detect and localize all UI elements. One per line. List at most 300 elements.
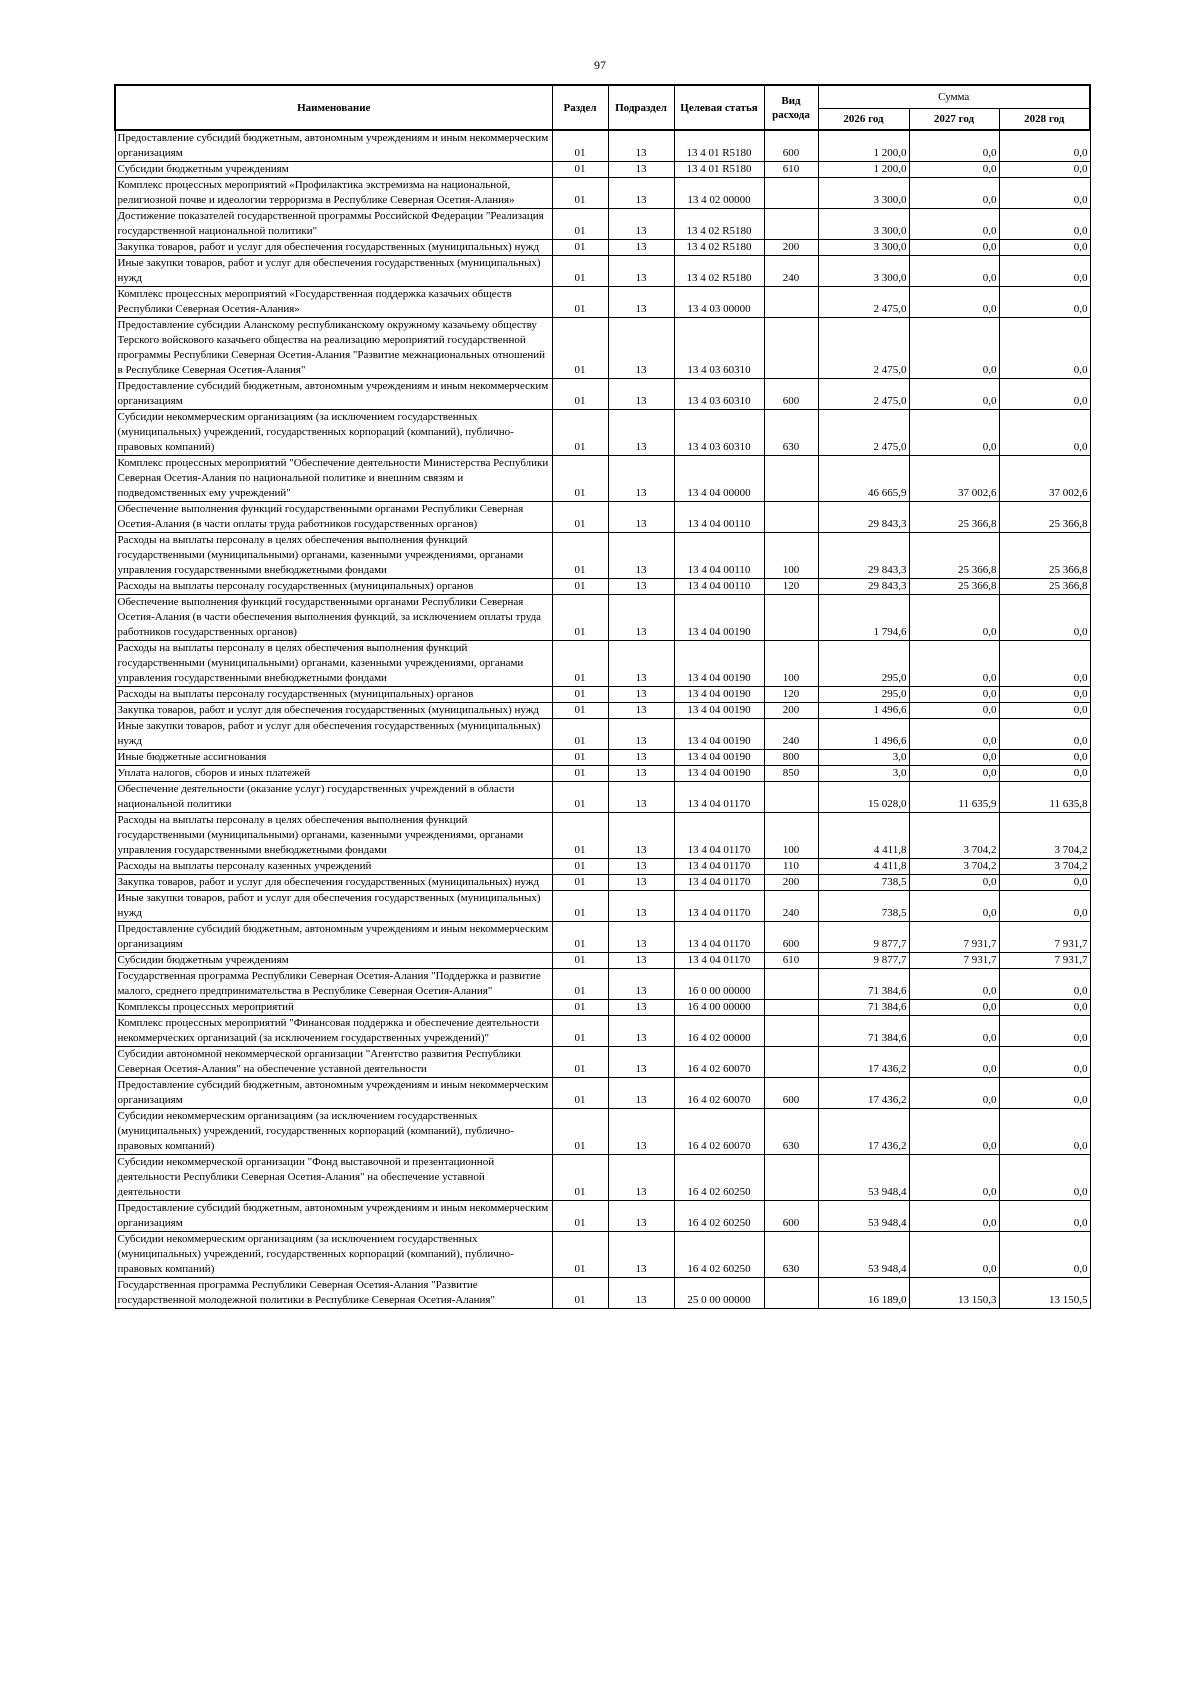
cell-sum-2028: 0,0 [999,1201,1090,1232]
cell-podrazdel: 13 [608,969,674,1000]
cell-sum-2028: 0,0 [999,891,1090,922]
cell-razdel: 01 [552,410,608,456]
table-row [115,287,1090,318]
cell-sum-2027: 0,0 [909,410,999,456]
table-row [115,875,1090,891]
cell-podrazdel: 13 [608,891,674,922]
cell-sum-2027: 0,0 [909,719,999,750]
cell-name: Расходы на выплаты персоналу в целях обеспечения выполнения функций государственными (муниципальными) органами, казенными учреждениями, органами управления государственными внебюджетными фондами [115,533,552,579]
cell-sum-2026: 9 877,7 [818,922,909,953]
cell-podrazdel: 13 [608,178,674,209]
cell-target-article: 16 4 02 60250 [674,1155,764,1201]
table-row [115,533,1090,579]
cell-name: Государственная программа Республики Северная Осетия-Алания "Развитие государственной молодежной политики в Республике Северная Осетия-Алания" [115,1278,552,1309]
cell-sum-2027: 0,0 [909,1232,999,1278]
table-row [115,750,1090,766]
cell-sum-2026: 3,0 [818,766,909,782]
page-number: 97 [594,58,606,72]
cell-target-article: 16 4 02 60070 [674,1109,764,1155]
cell-name: Закупка товаров, работ и услуг для обеспечения государственных (муниципальных) нужд [115,875,552,891]
cell-expense-type: 240 [764,719,818,750]
cell-podrazdel: 13 [608,641,674,687]
cell-razdel: 01 [552,178,608,209]
cell-name: Закупка товаров, работ и услуг для обеспечения государственных (муниципальных) нужд [115,703,552,719]
cell-target-article: 13 4 04 00190 [674,766,764,782]
cell-expense-type: 100 [764,641,818,687]
cell-razdel: 01 [552,1232,608,1278]
cell-sum-2026: 1 200,0 [818,130,909,162]
cell-razdel: 01 [552,859,608,875]
cell-target-article: 13 4 04 01170 [674,891,764,922]
table-row [115,953,1090,969]
cell-sum-2026: 2 475,0 [818,287,909,318]
cell-name: Предоставление субсидий бюджетным, автономным учреждениям и иным некоммерческим организациям [115,1201,552,1232]
cell-target-article: 13 4 04 00190 [674,750,764,766]
cell-expense-type: 630 [764,1109,818,1155]
cell-razdel: 01 [552,1109,608,1155]
cell-razdel: 01 [552,209,608,240]
cell-sum-2027: 25 366,8 [909,502,999,533]
cell-name: Предоставление субсидий бюджетным, автономным учреждениям и иным некоммерческим организациям [115,379,552,410]
cell-sum-2028: 0,0 [999,595,1090,641]
cell-target-article: 13 4 04 01170 [674,953,764,969]
cell-podrazdel: 13 [608,859,674,875]
cell-sum-2026: 29 843,3 [818,502,909,533]
cell-razdel: 01 [552,766,608,782]
table-row [115,178,1090,209]
cell-name: Субсидии бюджетным учреждениям [115,953,552,969]
cell-podrazdel: 13 [608,750,674,766]
cell-expense-type: 200 [764,240,818,256]
cell-podrazdel: 13 [608,595,674,641]
cell-sum-2027: 0,0 [909,703,999,719]
table-row [115,456,1090,502]
cell-razdel: 01 [552,750,608,766]
cell-sum-2028: 7 931,7 [999,922,1090,953]
cell-sum-2026: 2 475,0 [818,318,909,379]
cell-sum-2028: 0,0 [999,687,1090,703]
cell-podrazdel: 13 [608,1078,674,1109]
cell-sum-2026: 53 948,4 [818,1155,909,1201]
cell-razdel: 01 [552,1278,608,1309]
cell-sum-2028: 0,0 [999,209,1090,240]
cell-podrazdel: 13 [608,502,674,533]
cell-sum-2027: 0,0 [909,1155,999,1201]
cell-expense-type [764,1278,818,1309]
cell-sum-2027: 11 635,9 [909,782,999,813]
cell-sum-2028: 0,0 [999,1232,1090,1278]
cell-sum-2028: 0,0 [999,969,1090,1000]
cell-sum-2027: 0,0 [909,750,999,766]
cell-sum-2028: 0,0 [999,641,1090,687]
cell-sum-2027: 3 704,2 [909,813,999,859]
cell-name: Предоставление субсидий бюджетным, автономным учреждениям и иным некоммерческим организациям [115,922,552,953]
cell-sum-2026: 17 436,2 [818,1047,909,1078]
cell-sum-2026: 71 384,6 [818,969,909,1000]
cell-target-article: 13 4 03 60310 [674,379,764,410]
cell-sum-2028: 0,0 [999,287,1090,318]
cell-expense-type: 110 [764,859,818,875]
table-row [115,240,1090,256]
cell-sum-2026: 3,0 [818,750,909,766]
table-header [115,85,1090,130]
cell-sum-2026: 71 384,6 [818,1016,909,1047]
header-podrazdel: Подраздел [608,85,674,130]
cell-sum-2026: 17 436,2 [818,1109,909,1155]
cell-sum-2028: 0,0 [999,1016,1090,1047]
cell-target-article: 13 4 02 R5180 [674,256,764,287]
cell-sum-2028: 0,0 [999,1078,1090,1109]
cell-razdel: 01 [552,456,608,502]
cell-sum-2027: 0,0 [909,875,999,891]
table-row [115,641,1090,687]
cell-razdel: 01 [552,595,608,641]
cell-expense-type: 120 [764,687,818,703]
cell-podrazdel: 13 [608,209,674,240]
cell-podrazdel: 13 [608,1278,674,1309]
table-row [115,859,1090,875]
cell-podrazdel: 13 [608,579,674,595]
cell-sum-2028: 0,0 [999,162,1090,178]
cell-sum-2027: 0,0 [909,1000,999,1016]
cell-target-article: 16 4 02 60070 [674,1047,764,1078]
cell-target-article: 16 4 02 00000 [674,1016,764,1047]
cell-razdel: 01 [552,875,608,891]
cell-sum-2027: 13 150,3 [909,1278,999,1309]
cell-expense-type: 610 [764,162,818,178]
cell-name: Комплексы процессных мероприятий [115,1000,552,1016]
cell-razdel: 01 [552,318,608,379]
cell-podrazdel: 13 [608,256,674,287]
cell-podrazdel: 13 [608,240,674,256]
cell-expense-type: 240 [764,891,818,922]
cell-podrazdel: 13 [608,875,674,891]
cell-podrazdel: 13 [608,1232,674,1278]
cell-sum-2026: 1 200,0 [818,162,909,178]
cell-razdel: 01 [552,719,608,750]
cell-expense-type [764,969,818,1000]
cell-podrazdel: 13 [608,1109,674,1155]
cell-target-article: 13 4 01 R5180 [674,130,764,162]
cell-sum-2026: 9 877,7 [818,953,909,969]
cell-target-article: 13 4 04 00000 [674,456,764,502]
cell-sum-2027: 0,0 [909,162,999,178]
cell-expense-type: 630 [764,1232,818,1278]
cell-target-article: 13 4 02 00000 [674,178,764,209]
cell-sum-2026: 29 843,3 [818,533,909,579]
cell-sum-2027: 3 704,2 [909,859,999,875]
cell-name: Уплата налогов, сборов и иных платежей [115,766,552,782]
cell-podrazdel: 13 [608,318,674,379]
cell-expense-type: 600 [764,1201,818,1232]
cell-podrazdel: 13 [608,922,674,953]
cell-name: Субсидии бюджетным учреждениям [115,162,552,178]
cell-expense-type: 800 [764,750,818,766]
cell-name: Предоставление субсидии Аланскому республиканскому окружному казачьему обществу Терского войскового казачьего общества на реализацию мероприятий государственной программы Республики Северная Осетия-Алания "Развитие межнациональных отношений в Республике Северная Осетия-Алания" [115,318,552,379]
cell-sum-2027: 0,0 [909,130,999,162]
cell-sum-2026: 295,0 [818,641,909,687]
cell-sum-2027: 0,0 [909,178,999,209]
table-row [115,766,1090,782]
cell-sum-2026: 4 411,8 [818,813,909,859]
cell-name: Субсидии некоммерческим организациям (за исключением государственных (муниципальных) учреждений, государственных корпораций (компаний), публично-правовых компаний) [115,1109,552,1155]
cell-sum-2027: 0,0 [909,1201,999,1232]
cell-expense-type [764,178,818,209]
cell-podrazdel: 13 [608,1016,674,1047]
cell-razdel: 01 [552,1047,608,1078]
cell-razdel: 01 [552,1016,608,1047]
cell-name: Иные бюджетные ассигнования [115,750,552,766]
cell-name: Комплекс процессных мероприятий "Финансовая поддержка и обеспечение деятельности некоммерческих организаций (за исключением государственных учреждений)" [115,1016,552,1047]
cell-sum-2026: 46 665,9 [818,456,909,502]
cell-podrazdel: 13 [608,766,674,782]
table-row [115,1155,1090,1201]
cell-sum-2026: 1 496,6 [818,703,909,719]
table-row [115,130,1090,162]
cell-sum-2027: 0,0 [909,595,999,641]
cell-sum-2028: 0,0 [999,410,1090,456]
table-row [115,1278,1090,1309]
header-year-2027: 2027 год [909,109,999,131]
cell-expense-type: 600 [764,1078,818,1109]
cell-name: Расходы на выплаты персоналу в целях обеспечения выполнения функций государственными (муниципальными) органами, казенными учреждениями, органами управления государственными внебюджетными фондами [115,813,552,859]
cell-sum-2028: 7 931,7 [999,953,1090,969]
cell-expense-type [764,1155,818,1201]
table-row [115,410,1090,456]
table-row [115,256,1090,287]
cell-sum-2026: 1 496,6 [818,719,909,750]
header-target-article: Целевая статья [674,85,764,130]
cell-name: Закупка товаров, работ и услуг для обеспечения государственных (муниципальных) нужд [115,240,552,256]
table-row [115,162,1090,178]
cell-target-article: 16 4 02 60250 [674,1201,764,1232]
cell-sum-2028: 37 002,6 [999,456,1090,502]
cell-sum-2027: 0,0 [909,891,999,922]
cell-name: Достижение показателей государственной программы Российской Федерации "Реализация государственной национальной политики" [115,209,552,240]
cell-expense-type: 610 [764,953,818,969]
cell-target-article: 13 4 04 01170 [674,813,764,859]
cell-sum-2027: 0,0 [909,209,999,240]
cell-sum-2028: 25 366,8 [999,533,1090,579]
cell-name: Предоставление субсидий бюджетным, автономным учреждениям и иным некоммерческим организациям [115,1078,552,1109]
cell-sum-2026: 15 028,0 [818,782,909,813]
cell-sum-2028: 0,0 [999,1047,1090,1078]
cell-podrazdel: 13 [608,1000,674,1016]
cell-name: Иные закупки товаров, работ и услуг для обеспечения государственных (муниципальных) нужд [115,891,552,922]
cell-podrazdel: 13 [608,1155,674,1201]
cell-razdel: 01 [552,130,608,162]
table-row [115,379,1090,410]
cell-podrazdel: 13 [608,379,674,410]
cell-razdel: 01 [552,240,608,256]
cell-name: Иные закупки товаров, работ и услуг для обеспечения государственных (муниципальных) нужд [115,256,552,287]
cell-sum-2027: 0,0 [909,1078,999,1109]
cell-razdel: 01 [552,1201,608,1232]
cell-sum-2028: 0,0 [999,703,1090,719]
cell-expense-type [764,209,818,240]
cell-sum-2028: 0,0 [999,875,1090,891]
cell-razdel: 01 [552,579,608,595]
cell-name: Иные закупки товаров, работ и услуг для обеспечения государственных (муниципальных) нужд [115,719,552,750]
cell-sum-2026: 3 300,0 [818,256,909,287]
cell-sum-2028: 25 366,8 [999,579,1090,595]
cell-target-article: 13 4 04 00110 [674,502,764,533]
cell-podrazdel: 13 [608,703,674,719]
cell-podrazdel: 13 [608,162,674,178]
cell-target-article: 13 4 04 00190 [674,687,764,703]
cell-expense-type: 630 [764,410,818,456]
cell-razdel: 01 [552,287,608,318]
cell-name: Субсидии некоммерческой организации "Фонд выставочной и презентационной деятельности Республики Северная Осетия-Алания" на обеспечение уставной деятельности [115,1155,552,1201]
cell-razdel: 01 [552,641,608,687]
cell-sum-2028: 0,0 [999,178,1090,209]
cell-sum-2028: 0,0 [999,130,1090,162]
cell-expense-type [764,595,818,641]
cell-sum-2027: 25 366,8 [909,533,999,579]
cell-target-article: 13 4 04 00110 [674,579,764,595]
cell-sum-2028: 0,0 [999,318,1090,379]
cell-razdel: 01 [552,379,608,410]
cell-sum-2026: 2 475,0 [818,379,909,410]
cell-target-article: 13 4 04 00190 [674,703,764,719]
cell-expense-type: 100 [764,533,818,579]
cell-target-article: 13 4 02 R5180 [674,209,764,240]
header-expense-type: Вид расхода [764,85,818,130]
cell-target-article: 13 4 01 R5180 [674,162,764,178]
table-row [115,1078,1090,1109]
cell-name: Субсидии автономной некоммерческой организации "Агентство развития Республики Северная Осетия-Алания" на обеспечение уставной деятельности [115,1047,552,1078]
cell-sum-2027: 0,0 [909,287,999,318]
cell-sum-2027: 25 366,8 [909,579,999,595]
cell-sum-2026: 16 189,0 [818,1278,909,1309]
table-row [115,891,1090,922]
cell-target-article: 13 4 04 00190 [674,719,764,750]
cell-expense-type [764,287,818,318]
cell-sum-2026: 71 384,6 [818,1000,909,1016]
cell-sum-2026: 3 300,0 [818,178,909,209]
cell-podrazdel: 13 [608,1047,674,1078]
cell-name: Комплекс процессных мероприятий "Обеспечение деятельности Министерства Республики Северная Осетия-Алания по национальной политике и внешним связям и подведомственных ему учреждений" [115,456,552,502]
cell-razdel: 01 [552,1155,608,1201]
cell-target-article: 16 4 00 00000 [674,1000,764,1016]
cell-expense-type: 850 [764,766,818,782]
cell-name: Предоставление субсидий бюджетным, автономным учреждениям и иным некоммерческим организациям [115,130,552,162]
table-row [115,1232,1090,1278]
cell-target-article: 16 0 00 00000 [674,969,764,1000]
header-name: Наименование [115,85,552,130]
cell-sum-2026: 3 300,0 [818,240,909,256]
cell-expense-type: 200 [764,875,818,891]
table-row [115,1047,1090,1078]
table-row [115,595,1090,641]
cell-podrazdel: 13 [608,410,674,456]
cell-sum-2027: 0,0 [909,969,999,1000]
cell-razdel: 01 [552,533,608,579]
cell-sum-2027: 7 931,7 [909,922,999,953]
header-year-2028: 2028 год [999,109,1090,131]
cell-expense-type [764,318,818,379]
cell-expense-type: 120 [764,579,818,595]
header-sum: Сумма [818,85,1090,109]
cell-sum-2027: 7 931,7 [909,953,999,969]
table-row [115,782,1090,813]
budget-table [114,84,1091,1309]
cell-podrazdel: 13 [608,130,674,162]
cell-expense-type: 600 [764,922,818,953]
cell-sum-2026: 738,5 [818,891,909,922]
cell-sum-2027: 0,0 [909,1047,999,1078]
cell-sum-2027: 0,0 [909,1109,999,1155]
cell-podrazdel: 13 [608,533,674,579]
table-row [115,502,1090,533]
cell-podrazdel: 13 [608,813,674,859]
cell-podrazdel: 13 [608,687,674,703]
table-row [115,1016,1090,1047]
cell-sum-2028: 3 704,2 [999,813,1090,859]
cell-sum-2027: 0,0 [909,379,999,410]
cell-podrazdel: 13 [608,287,674,318]
cell-sum-2026: 295,0 [818,687,909,703]
cell-podrazdel: 13 [608,719,674,750]
cell-podrazdel: 13 [608,953,674,969]
header-year-2026: 2026 год [818,109,909,131]
cell-sum-2028: 25 366,8 [999,502,1090,533]
cell-target-article: 25 0 00 00000 [674,1278,764,1309]
cell-sum-2028: 0,0 [999,1000,1090,1016]
cell-podrazdel: 13 [608,1201,674,1232]
cell-sum-2028: 0,0 [999,379,1090,410]
table-row [115,719,1090,750]
cell-sum-2027: 37 002,6 [909,456,999,502]
cell-razdel: 01 [552,813,608,859]
cell-razdel: 01 [552,687,608,703]
cell-razdel: 01 [552,162,608,178]
cell-name: Обеспечение выполнения функций государственными органами Республики Северная Осетия-Алания (в части оплаты труда работников государственных органов) [115,502,552,533]
table-body [115,130,1090,1309]
cell-expense-type [764,782,818,813]
cell-sum-2026: 53 948,4 [818,1232,909,1278]
cell-expense-type [764,502,818,533]
cell-sum-2026: 3 300,0 [818,209,909,240]
header-razdel: Раздел [552,85,608,130]
cell-expense-type: 200 [764,703,818,719]
cell-expense-type [764,1047,818,1078]
cell-razdel: 01 [552,1000,608,1016]
cell-target-article: 13 4 04 01170 [674,875,764,891]
cell-sum-2028: 0,0 [999,256,1090,287]
cell-target-article: 13 4 04 00190 [674,641,764,687]
table-row [115,579,1090,595]
cell-target-article: 13 4 04 00190 [674,595,764,641]
cell-name: Обеспечение выполнения функций государственными органами Республики Северная Осетия-Алания (в части обеспечения выполнения функций, за исключением оплаты труда работников государственных органов) [115,595,552,641]
cell-sum-2028: 3 704,2 [999,859,1090,875]
cell-sum-2026: 2 475,0 [818,410,909,456]
cell-expense-type: 240 [764,256,818,287]
cell-sum-2028: 0,0 [999,750,1090,766]
cell-sum-2028: 0,0 [999,719,1090,750]
cell-sum-2026: 29 843,3 [818,579,909,595]
cell-sum-2026: 17 436,2 [818,1078,909,1109]
cell-sum-2028: 0,0 [999,240,1090,256]
cell-sum-2028: 0,0 [999,766,1090,782]
table-row [115,687,1090,703]
cell-sum-2027: 0,0 [909,256,999,287]
cell-sum-2028: 0,0 [999,1109,1090,1155]
cell-sum-2026: 738,5 [818,875,909,891]
cell-target-article: 16 4 02 60250 [674,1232,764,1278]
cell-sum-2028: 0,0 [999,1155,1090,1201]
cell-target-article: 13 4 04 01170 [674,782,764,813]
